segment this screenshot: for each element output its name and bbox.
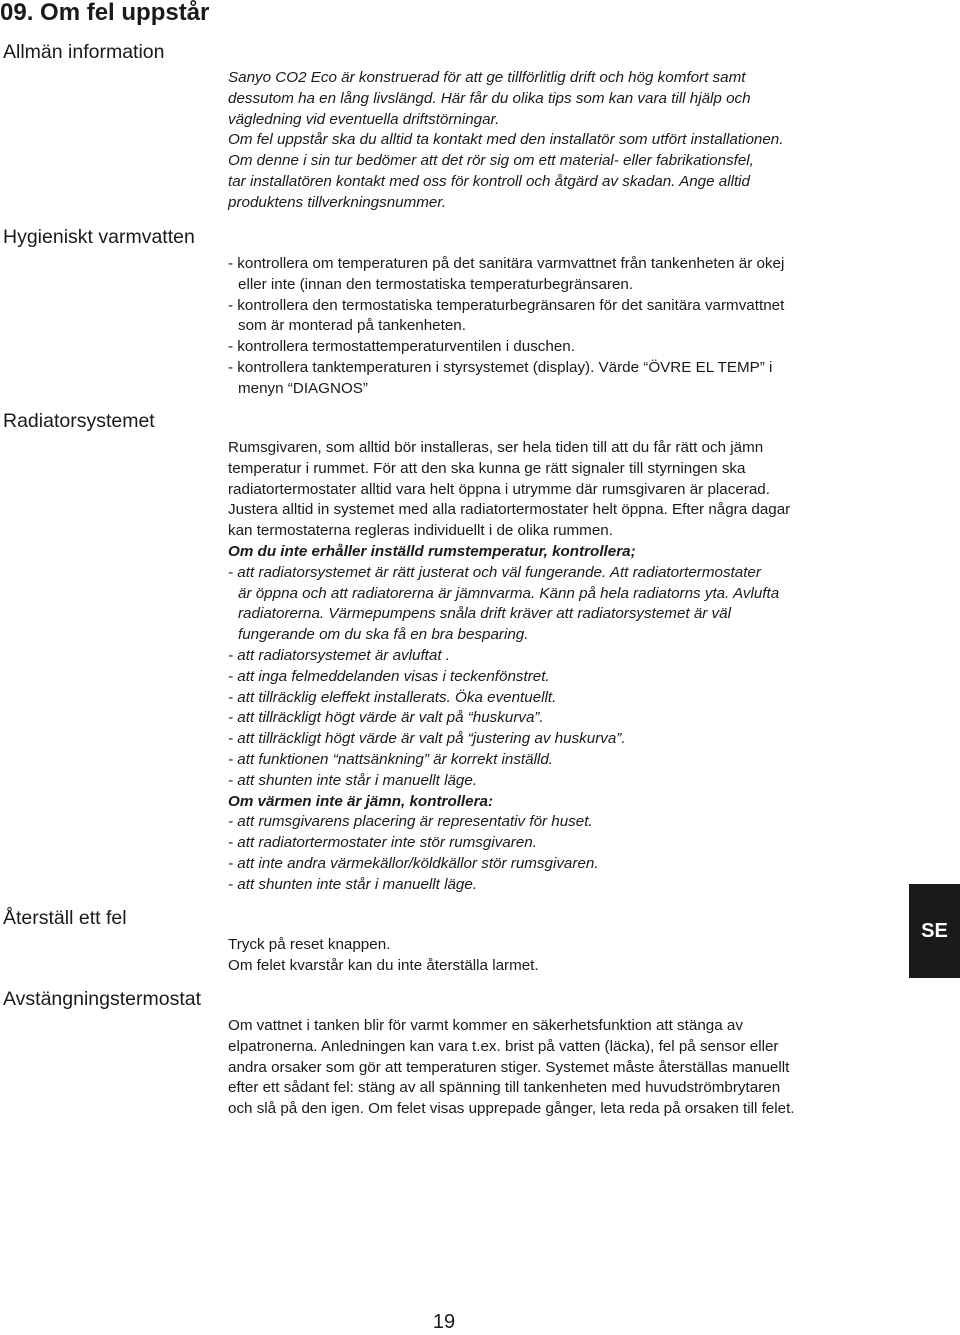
list-item-continued: radiatorerna. Värmepumpens snåla drift kräver att radiatorsystemet är väl — [238, 605, 731, 623]
text-line: Om fel uppstår ska du alltid ta kontakt med den installatör som utfört installationen. — [228, 131, 784, 149]
text-line: temperatur i rummet. För att den ska kunna ge rätt signaler till styrningen ska — [228, 459, 746, 477]
page-title: 09. Om fel uppstår — [0, 0, 210, 26]
list-item: - att radiatorsystemet är avluftat . — [228, 646, 450, 664]
cutoff-text — [228, 1016, 928, 1120]
text-line: och slå på den igen. Om felet visas upprepade gånger, leta reda på orsaken till felet. — [228, 1100, 795, 1118]
list-item-continued: eller inte (innan den termostatiska temperaturbegränsaren. — [238, 275, 634, 293]
heading-radiator-system: Radiatorsystemet — [3, 410, 155, 432]
text-line: Sanyo CO2 Eco är konstruerad för att ge tillförlitlig drift och hög komfort samt — [228, 69, 746, 86]
list-item: - kontrollera tanktemperaturen i styrsystemet (display). Värde “ÖVRE EL TEMP” i — [228, 358, 773, 376]
text-line: Om vattnet i tanken blir för varmt kommer en säkerhetsfunktion att stänga av — [228, 1017, 743, 1034]
text-line: dessutom ha en lång livslängd. Här får du olika tips som kan vara till hjälp och — [228, 89, 751, 107]
list-item: - att radiatorsystemet är rätt justerat och väl fungerande. Att radiatortermostater — [228, 563, 761, 581]
list-item-continued: fungerande om du ska få en bra besparing. — [238, 626, 529, 644]
list-item: - kontrollera den termostatiska temperaturbegränsaren för det sanitära varmvattnet — [228, 296, 785, 314]
list-item: - att shunten inte står i manuellt läge. — [228, 875, 478, 893]
text-line: andra orsaker som gör att temperaturen stiger. Systemet måste återställas manuellt — [228, 1058, 790, 1076]
text-line: efter ett sådant fel: stäng av all spänning till tankenheten med huvudströmbrytaren — [228, 1079, 781, 1097]
heading-general-info: Allmän information — [3, 41, 165, 63]
text-line: elpatronerna. Anledningen kan vara t.ex. brist på vatten (läcka), fel på sensor eller — [228, 1037, 779, 1055]
list-item: - att tillräckligt högt värde är valt på “huskurva”. — [228, 709, 544, 727]
general-info-text — [228, 68, 928, 214]
text-line: vägledning vid eventuella driftstörningar. — [228, 110, 500, 128]
check-heading: Om du inte erhåller inställd rumstemperatur, kontrollera; — [228, 542, 636, 560]
list-item: - att tillräckligt högt värde är valt på “justering av huskurva”. — [228, 730, 626, 748]
text-line: Om felet kvarstår kan du inte återställa larmet. — [228, 956, 539, 974]
list-item: - att tillräcklig eleffekt installerats. Öka eventuellt. — [228, 688, 557, 706]
list-item: - att funktionen “nattsänkning” är korrekt inställd. — [228, 750, 554, 768]
list-item: - att radiatortermostater inte stör rumsgivaren. — [228, 834, 537, 852]
text-line: Tryck på reset knappen. — [228, 936, 391, 953]
text-line: Rumsgivaren, som alltid bör installeras, ser hela tiden till att du får rätt och jämn — [228, 439, 764, 456]
heading-cutoff-thermostat: Avstängningstermostat — [3, 988, 201, 1010]
text-line: produktens tillverkningsnummer. — [228, 193, 447, 211]
text-line: kan termostaterna regleras individuellt i de olika rummen. — [228, 522, 613, 540]
language-badge: SE — [909, 884, 960, 978]
list-item: - kontrollera om temperaturen på det sanitära varmvattnet från tankenheten är okej — [228, 255, 785, 272]
list-item-continued: som är monterad på tankenheten. — [238, 317, 466, 335]
reset-text — [228, 935, 928, 977]
check-heading: Om värmen inte är jämn, kontrollera: — [228, 792, 494, 810]
list-item-continued: är öppna och att radiatorerna är jämnvarma. Känn på hela radiatorns yta. Avlufta — [238, 584, 780, 602]
list-item: - kontrollera termostattemperaturventilen i duschen. — [228, 338, 575, 356]
hot-water-checklist — [228, 254, 928, 400]
heading-reset-fault: Återställ ett fel — [3, 907, 127, 929]
list-item: - att inga felmeddelanden visas i teckenfönstret. — [228, 667, 550, 685]
radiator-text — [228, 438, 928, 896]
text-line: Om denne i sin tur bedömer att det rör sig om ett material- eller fabrikationsfel, — [228, 152, 754, 170]
text-line: Justera alltid in systemet med alla radiatortermostater helt öppna. Efter några dagar — [228, 501, 791, 519]
heading-hot-water: Hygieniskt varmvatten — [3, 226, 195, 248]
list-item: - att inte andra värmekällor/köldkällor stör rumsgivaren. — [228, 854, 599, 872]
page-number: 19 — [432, 1311, 456, 1333]
list-item-continued: menyn “DIAGNOS” — [238, 379, 368, 397]
text-line: tar installatören kontakt med oss för kontroll och åtgärd av skadan. Ange alltid — [228, 172, 751, 190]
text-line: radiatortermostater alltid vara helt öppna i utrymme där rumsgivaren är placerad. — [228, 480, 770, 498]
list-item: - att rumsgivarens placering är representativ för huset. — [228, 813, 593, 831]
list-item: - att shunten inte står i manuellt läge. — [228, 771, 478, 789]
